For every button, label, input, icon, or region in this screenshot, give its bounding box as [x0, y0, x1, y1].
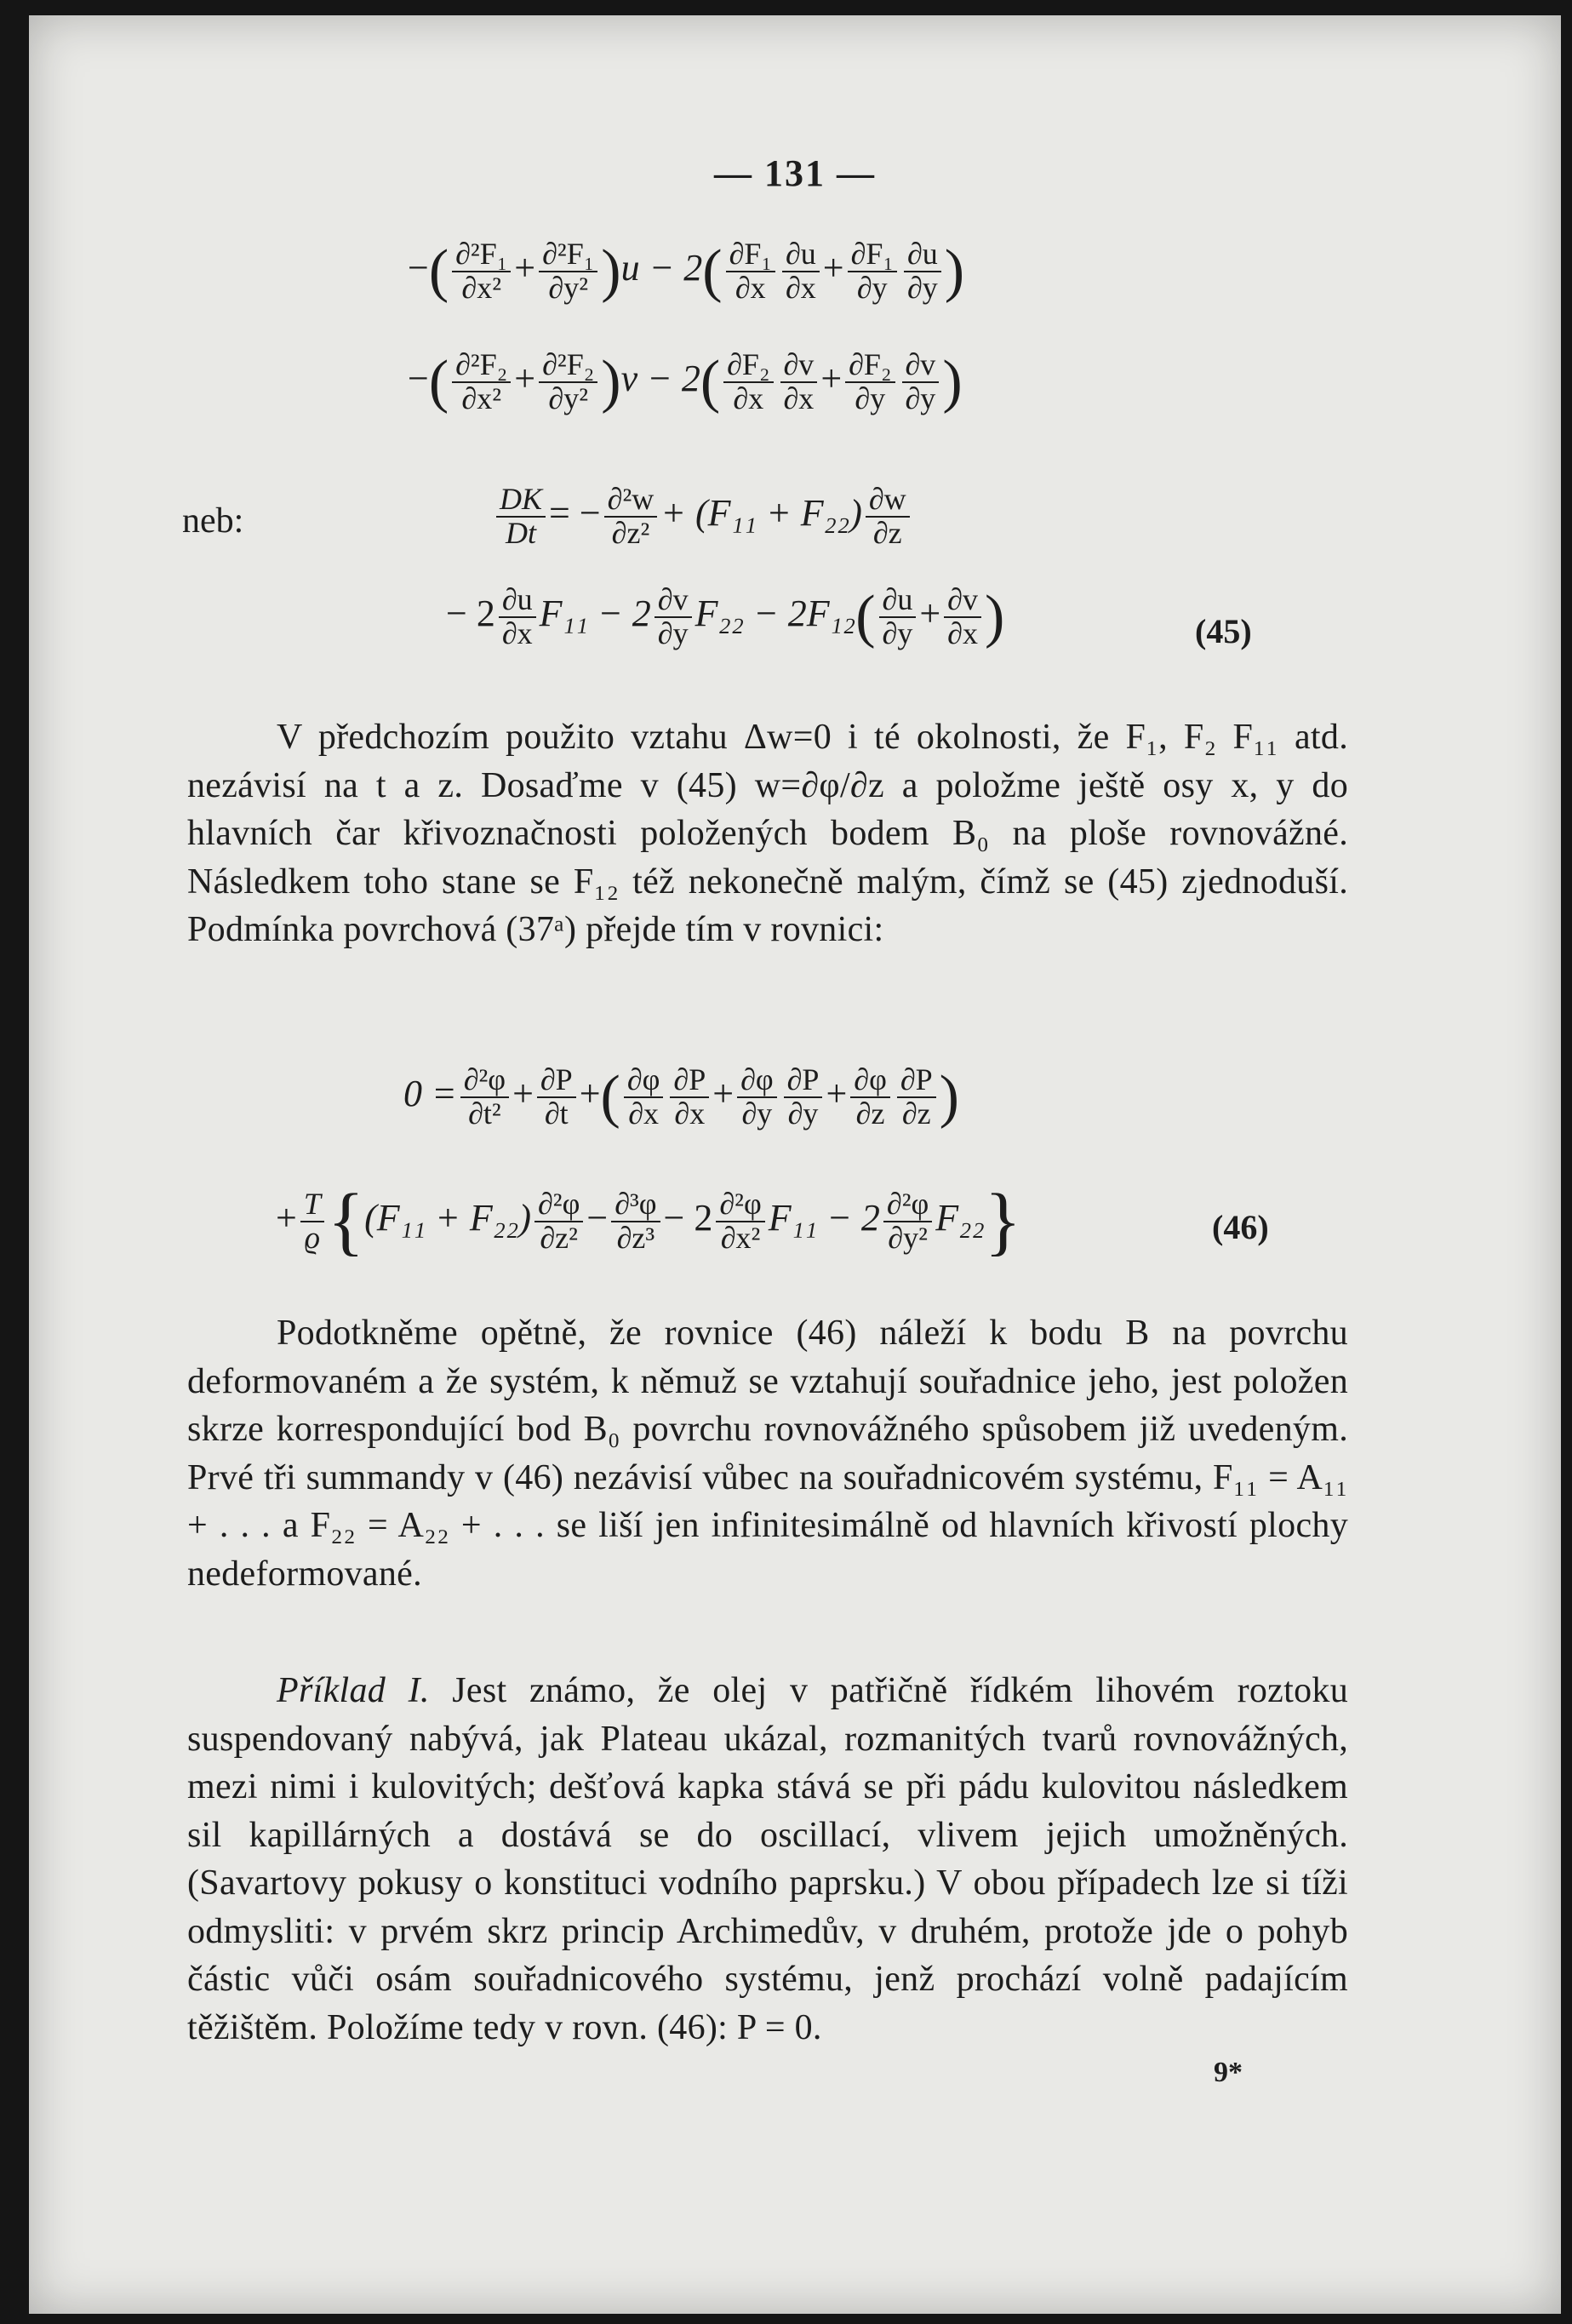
fraction: $\frac{\text{∂F₁}}{\partial x}$ — [726, 238, 775, 305]
fraction: $\frac{\text{∂²φ}}{\text{∂x²}}$ — [716, 1188, 764, 1255]
fraction: $\frac{\text{∂²F₂}}{\text{∂y²}}$ — [539, 349, 597, 415]
fraction: $\frac{DK}{Dt}$ — [496, 484, 546, 550]
fraction: $\frac{\partial u}{\partial x}$ — [499, 584, 536, 650]
fraction: $\frac{\partial P}{\partial t}$ — [537, 1064, 576, 1131]
fraction: $\frac{\text{∂F₂}}{\partial y}$ — [845, 349, 895, 415]
fraction: $\frac{\text{∂F₂}}{\partial x}$ — [723, 349, 773, 415]
fraction: $\frac{\partial P}{\partial y}$ — [784, 1064, 823, 1131]
fraction: $\frac{\text{∂²φ}}{\text{∂y²}}$ — [883, 1188, 932, 1255]
fraction: $\frac{T}{ϱ}$ — [300, 1188, 324, 1255]
equation-line-1: −( $\frac{\text{∂²F₁}}{\text{∂x²}}$ + $\frac{\text{∂²F₁}}{\text{∂y²}}$ )u − 2( $\frac{\text{∂F₁}}{\partial x}$ $\frac{\partial u}{\partial x}$ + $\frac{\text{∂F₁}}{\partial y}$ $\frac{\partial u}{\partial y}$ ) — [408, 237, 965, 305]
book-page — [29, 15, 1561, 2314]
fraction: $\frac{\partial\varphi}{\partial z}$ — [850, 1064, 890, 1131]
fraction: $\frac{\partial v}{\partial x}$ — [780, 349, 818, 415]
equation-line-2: −( $\frac{\text{∂²F₂}}{\text{∂x²}}$ + $\frac{\text{∂²F₂}}{\text{∂y²}}$ )v − 2( $\frac{\text{∂F₂}}{\partial x}$ $\frac{\partial v}{\partial x}$ + $\frac{\text{∂F₂}}{\partial y}$ $\frac{\partial v}{\partial y}$ ) — [408, 347, 963, 415]
fraction: $\frac{\partial u}{\partial y}$ — [904, 238, 941, 305]
fraction: $\frac{\text{∂²F₁}}{\text{∂y²}}$ — [539, 238, 597, 305]
fraction: $\frac{\partial v}{\partial y}$ — [902, 349, 940, 415]
fraction: $\frac{\text{∂³φ}}{\text{∂z³}}$ — [611, 1188, 660, 1255]
fraction: $\frac{\text{∂²w}}{\text{∂z²}}$ — [604, 484, 658, 550]
neb-label: neb: — [182, 501, 244, 541]
page-number: — 131 — — [714, 152, 876, 194]
fraction: $\frac{\text{∂²φ}}{\text{∂z²}}$ — [534, 1188, 583, 1255]
fraction: $\frac{\partial v}{\partial x}$ — [944, 584, 981, 650]
paragraph-1: V předchozím použito vztahu Δw=0 i té okolnosti, že F₁, F₂ F₁₁ atd. nezávisí na t a z. Dosaďme v (45) w=∂φ/∂z a položme ještě osy x, y do hlavních čar křivoznačnosti položených bodem B₀ na ploše rovnovážné. Následkem toho stane se F₁₂ též nekonečně malým, čímž se (45) zjednoduší. Podmínka povrchová (37ᵃ) přejde tím v rovnici: — [187, 718, 1348, 949]
fraction: $\frac{\partial u}{\partial x}$ — [782, 238, 820, 305]
equation-line-3: $\frac{DK}{Dt}$ = − $\frac{\text{∂²w}}{\text{∂z²}}$ + (F₁₁ + F₂₂) $\frac{\partial w}{\partial z}$ — [493, 484, 913, 550]
fraction: $\frac{\text{∂F₁}}{\partial y}$ — [848, 238, 897, 305]
fraction: $\frac{\partial\varphi}{\partial x}$ — [624, 1064, 664, 1131]
fraction: $\frac{\partial P}{\partial x}$ — [670, 1064, 709, 1131]
equation-line-4: − 2 $\frac{\partial u}{\partial x}$ F₁₁ − 2 $\frac{\partial v}{\partial y}$ F₂₂ − 2F₁₂( $\frac{\partial u}{\partial y}$ + $\frac{\partial v}{\partial x}$ ) — [446, 582, 1005, 650]
fraction: $\frac{\text{∂²F₁}}{\text{∂x²}}$ — [452, 238, 511, 305]
example-heading: Příklad I. — [277, 1671, 430, 1710]
equation-line-6: + $\frac{T}{ϱ}$ {(F₁₁ + F₂₂) $\frac{\text{∂²φ}}{\text{∂z²}}$ − $\frac{\text{∂³φ}}{\text{∂z³}}$ − 2 $\frac{\text{∂²φ}}{\text{∂x²}}$ F₁₁ − 2 $\frac{\text{∂²φ}}{\text{∂y²}}$ F₂₂} — [276, 1179, 1021, 1263]
equation-line-5: 0 = $\frac{\text{∂²φ}}{\text{∂t²}}$ + $\frac{\partial P}{\partial t}$ +( $\frac{\partial\varphi}{\partial x}$ $\frac{\partial P}{\partial x}$ + $\frac{\partial\varphi}{\partial y}$ $\frac{\partial P}{\partial y}$ + $\frac{\partial\varphi}{\partial z}$ $\frac{\partial P}{\partial z}$ ) — [403, 1062, 959, 1131]
equation-number-45: (45) — [1195, 612, 1252, 650]
fraction: $\frac{\partial w}{\partial z}$ — [866, 484, 910, 550]
equation-number-46: (46) — [1212, 1208, 1269, 1246]
paragraph-3: Příklad I. Jest známo, že olej v patřičně řídkém lihovém roztoku suspendovaný nabývá, jak Plateau ukázal, rozmanitých tvarů rovnovážných, mezi nimi i kulovitých; dešťová kapka stává se při pádu kulovitou následkem sil kapillárných a dostává se do oscillací, vlivem jejich umožněných. (Savartovy pokusy o konstituci vodního paprsku.) V obou případech lze si tíži odmysliti: v prvém skrz princip Archimedův, v druhém, protože jde o pohyb částic vůči osám souřadnicového systému, jenž prochází volně padajícím těžištěm. Položíme tedy v rovn. (46): P = 0. — [187, 1671, 1348, 2047]
fraction: $\frac{\partial P}{\partial z}$ — [897, 1064, 936, 1131]
fraction: $\frac{\partial v}{\partial y}$ — [655, 584, 692, 650]
fraction: $\frac{\partial\varphi}{\partial y}$ — [737, 1064, 777, 1131]
signature-mark: 9* — [1214, 2057, 1243, 2088]
paragraph-2: Podotkněme opětně, že rovnice (46) náleží k bodu B na povrchu deformovaném a že systém, k němuž se vztahují souřadnice jeho, jest položen skrze korrespondující bod B₀ povrchu rovnovážného spůsobem již uvedeným. Prvé tři summandy v (46) nezávisí vůbec na souřadnicovém systému, F₁₁ = A₁₁ + . . . a F₂₂ = A₂₂ + . . . se liší jen infinitesimálně od hlavních křivostí plochy nedeformované. — [187, 1314, 1348, 1594]
fraction: $\frac{\partial u}{\partial y}$ — [879, 584, 917, 650]
fraction: $\frac{\text{∂²φ}}{\text{∂t²}}$ — [460, 1064, 509, 1131]
fraction: $\frac{\text{∂²F₂}}{\text{∂x²}}$ — [452, 349, 511, 415]
